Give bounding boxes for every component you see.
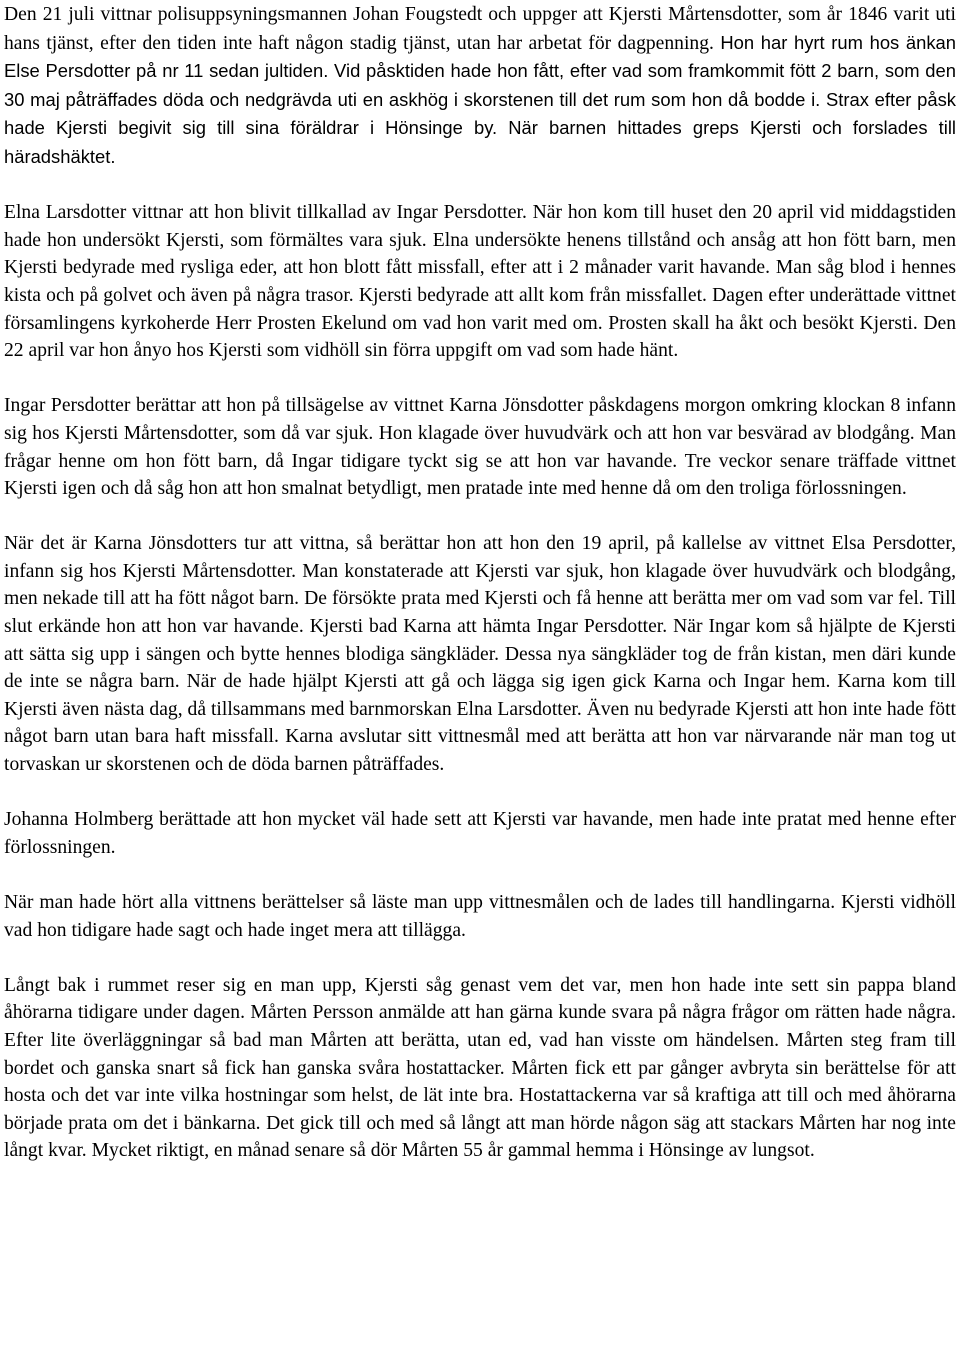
text-segment: Den 21 juli vittnar polisuppsyningsmannen Johan Fougstedt och uppger att Kjersti Mårtensdotter, som år 1846 varit uti hans tjänst, efter den tiden inte haft någon stadig tjänst, utan har arbetat för dagpenning. xyxy=(4,4,956,54)
text-segment: Ingar Persdotter berättar att hon på tillsägelse av vittnet Karna Jönsdotter påskdagens morgon omkring klockan 8 infann sig hos Kjersti Mårtensdotter, som då var sjuk. Hon klagade över huvudvärk och att hon var besvärad av blodgång. Man frågar henne om hon fött barn, då Ingar tidigare tyckt sig se att hon var havande. Tre veckor senare träffade vittnet Kjersti igen och då såg hon att hon smalnat betydligt, men pratade inte med henne då om den troliga förlossningen. xyxy=(4,395,956,500)
text-segment: Hon har hyrt rum hos änkan Else Persdotter på nr 11 sedan jultiden. Vid påsktiden hade hon fått, efter vad som framkommit fött 2 barn, som den 30 maj påträffades döda och nedgrävda uti en askhög i skorstenen till det rum som hon då bodde i. Strax efter påsk hade Kjersti begivit sig till sina föräldrar i Hönsinge by. När barnen hittades greps Kjersti och forslades till häradshäktet. xyxy=(4,31,957,167)
paragraph-marten-persson xyxy=(4,972,956,1165)
paragraph-karna-testimony xyxy=(4,530,956,778)
text-segment: Johanna Holmberg berättade att hon mycket väl hade sett att Kjersti var havande, men hade inte pratat med henne efter förlossningen. xyxy=(4,809,956,858)
paragraph-elna-testimony xyxy=(4,199,956,365)
text-segment: Elna Larsdotter vittnar att hon blivit tillkallad av Ingar Persdotter. När hon kom till huset den 20 april vid middagstiden hade hon undersökt Kjersti, som förmältes vara sjuk. Elna undersökte henens tillstånd och ansåg att hon fött barn, men Kjersti bedyrade med rysliga eder, att hon blott fått missfall, efter att i 2 månader varit havande. Man såg blod i hennes kista och på golvet och även på några trasor. Kjersti bedyrade att allt kom från missfallet. Dagen efter underättade vittnet församlingens kyrkoherde Herr Prosten Ekelund om vad hon varit med om. Prosten skall ha åkt och besökt Kjersti. Den 22 april var hon ånyo hos Kjersti som vidhöll sin förra uppgift om vad som hade hänt. xyxy=(4,202,956,362)
paragraph-ingar-testimony xyxy=(4,392,956,502)
text-segment: När det är Karna Jönsdotters tur att vittna, så berättar hon att hon den 19 april, på kallelse av vittnet Elsa Persdotter, infann sig hos Kjersti Mårtensdotter. Man konstaterade att Kjersti var sjuk, hon klagade över huvudvärk och blodgång, men nekade till att ha fött något barn. De försökte prata med Kjersti och få henne att berätta mer om vad som var fel. Till slut erkände hon att hon var havande. Kjersti bad Karna att hämta Ingar Persdotter. När Ingar kom så hjälpte de Kjersti att sätta sig upp i sängen och bytte hennes blodiga sängkläder. Dessa nya sängkläder tog de från kistan, men däri kunde de inte se några barn. När de hade hjälpt Kjersti att gå och lägga sig igen gick Karna och Ingar hem. Karna kom till Kjersti även nästa dag, då tillsammans med barnmorskan Elna Larsdotter. Även nu bedyrade Kjersti att hon inte hade fött något barn utan bara haft missfall. Karna avslutar sitt vittnesmål med att berätta att hon var närvarande när man tog ut torvaskan ur skorstenen och de döda barnen påträffades. xyxy=(4,533,956,776)
text-segment: När man hade hört alla vittnens berättelser så läste man upp vittnesmålen och de lades till handlingarna. Kjersti vidhöll vad hon tidigare hade sagt och hade inget mera att tillägga. xyxy=(4,892,956,941)
paragraph-records-read xyxy=(4,889,956,944)
paragraph-fougstedt-testimony xyxy=(4,1,956,172)
text-segment: Långt bak i rummet reser sig en man upp, Kjersti såg genast vem det var, men hon hade inte sett sin pappa bland åhörarna tidigare under dagen. Mårten Persson anmälde att han gärna kunde svara på några frågor om rätten hade några. Efter lite överläggningar så bad man Mårten att berätta, utan ed, vad han visste om händelsen. Mårten steg fram till bordet och ganska snart så fick han ganska svåra hostattacker. Mårten fick ett par gånger avbryta sin berättelse för att hosta och det var inte vilka hostningar som helst, de lät inte bra. Hostattackerna var så kraftiga att till och med åhörarna började prata om det i bänkarna. Det gick till och med så långt att man hörde någon säg att stackars Mårten har nog inte långt kvar. Mycket riktigt, en månad senare så dör Mårten 55 år gammal hemma i Hönsinge av lungsot. xyxy=(4,974,956,1162)
paragraph-johanna-testimony xyxy=(4,806,956,861)
